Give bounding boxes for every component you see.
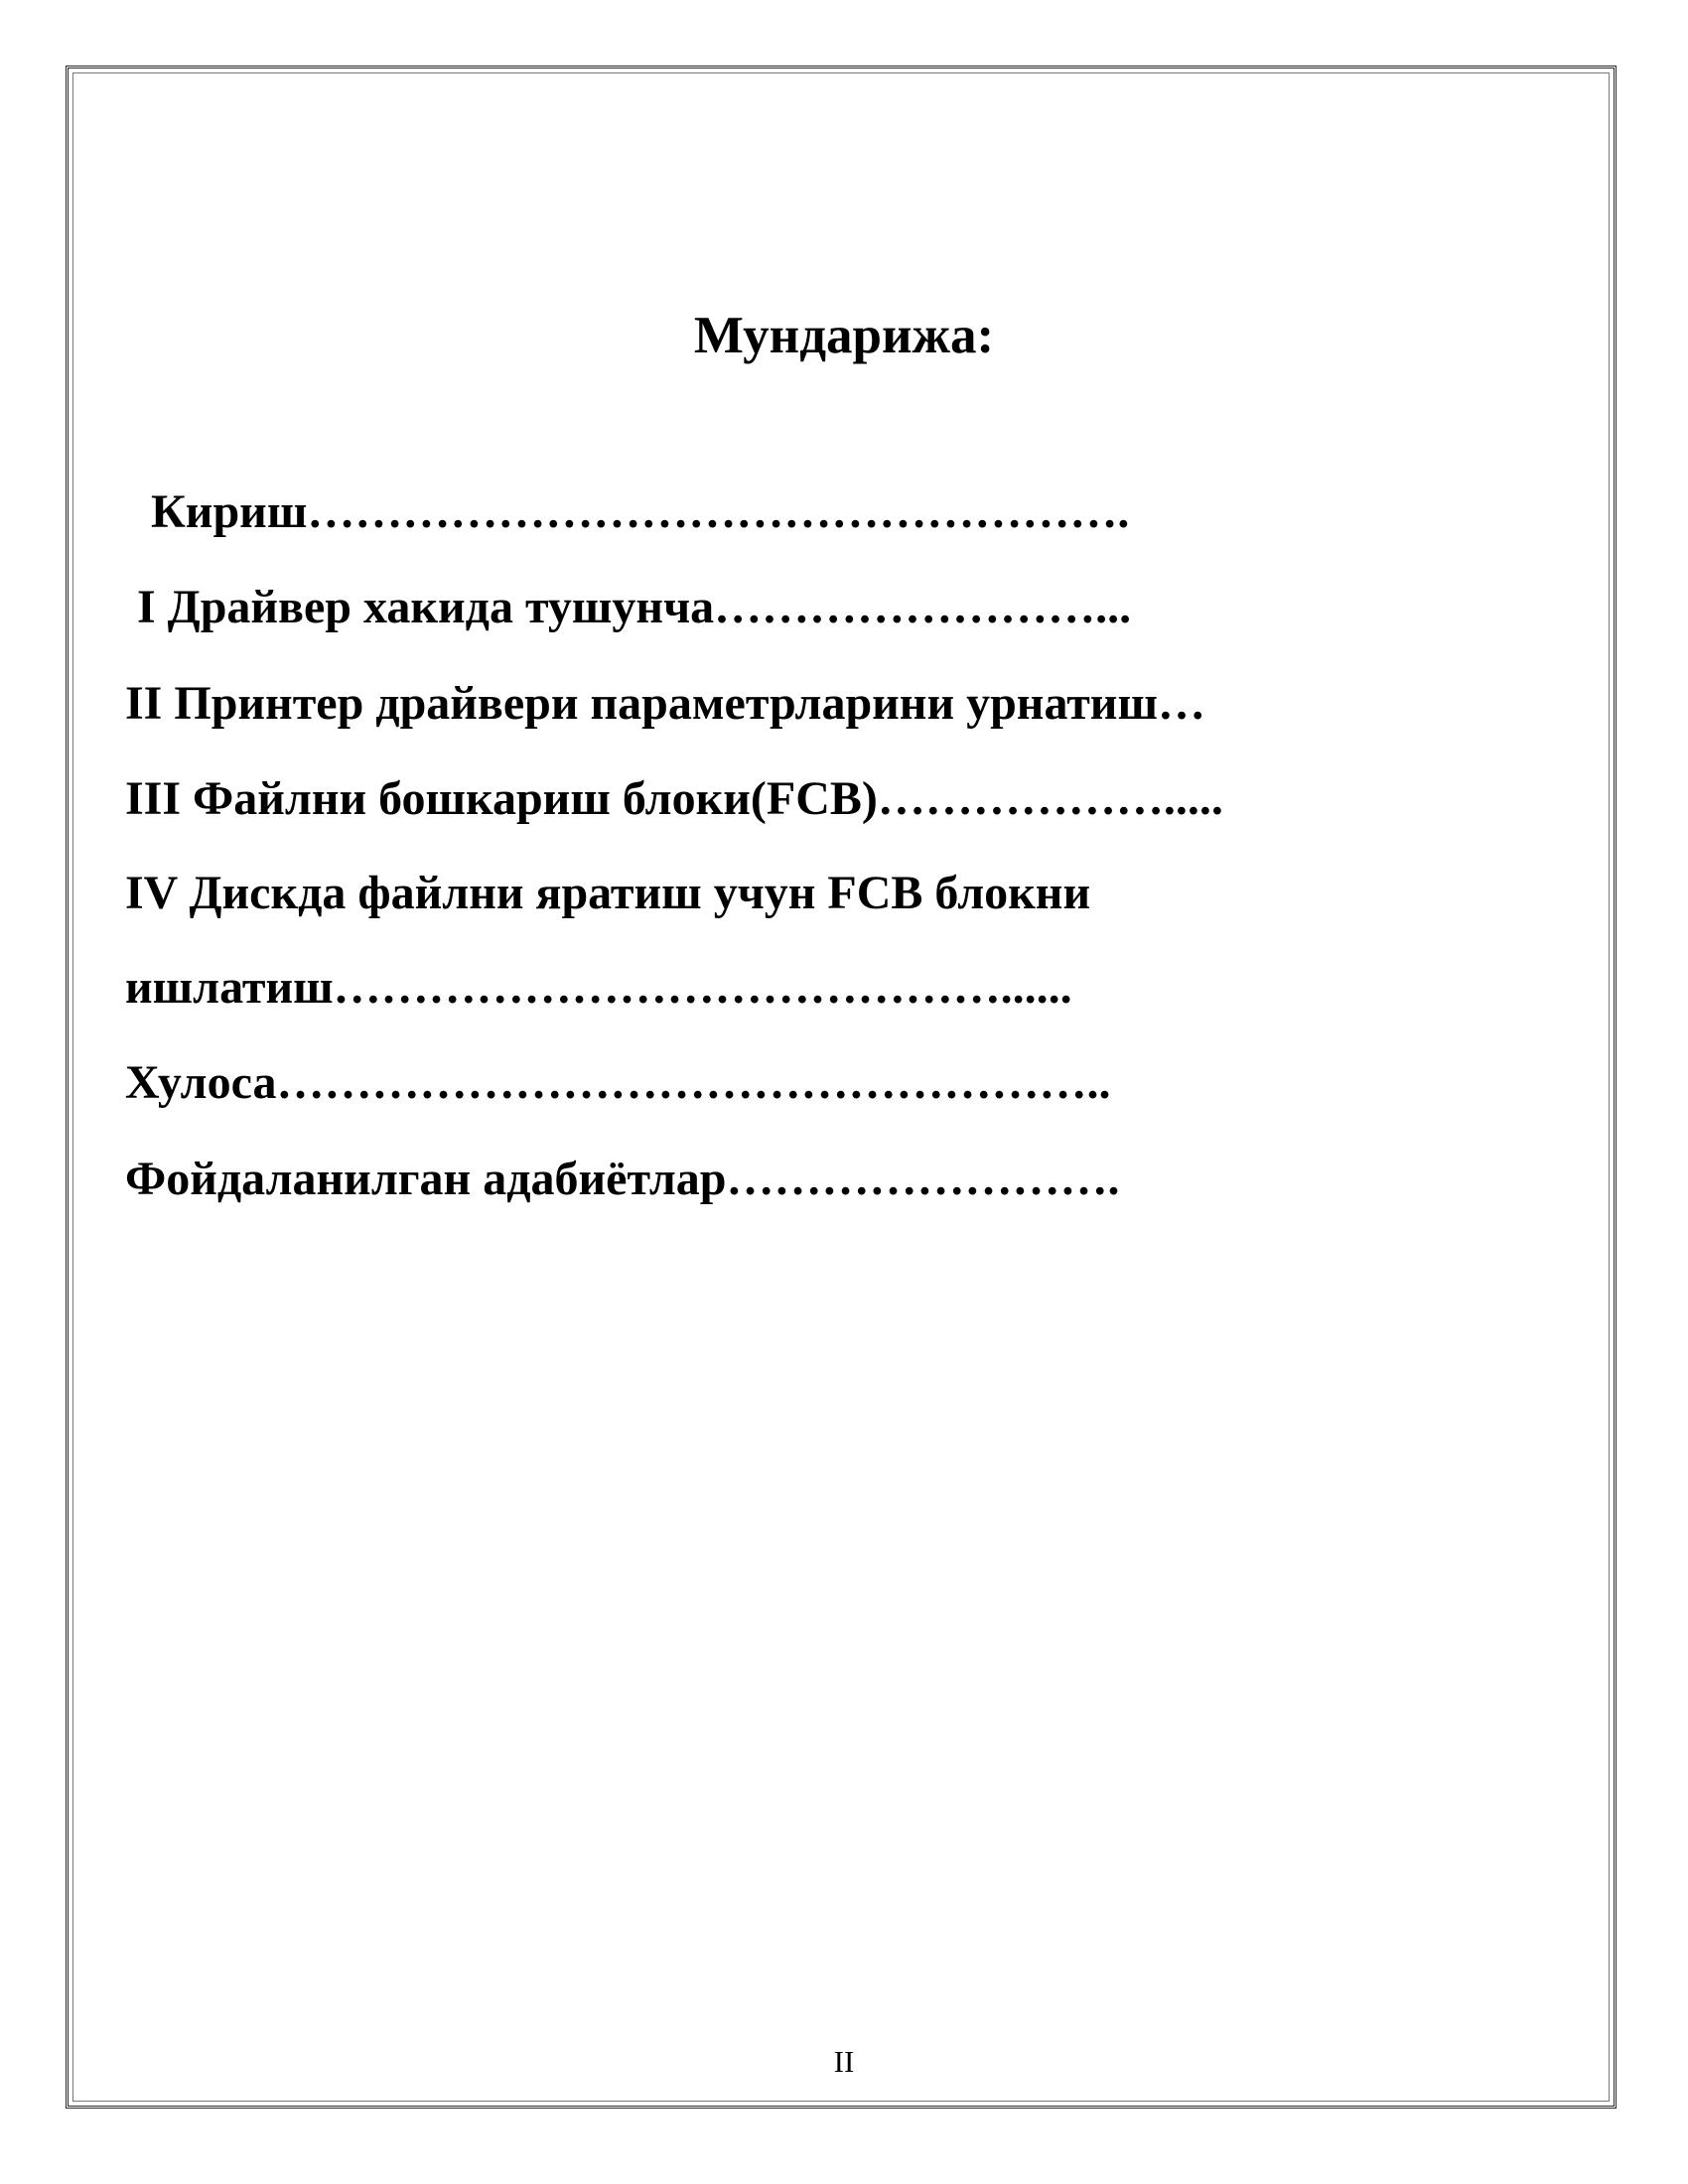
toc-entry-chapter-3: III Файлни бошкариш блоки(FCB)……………….....	[125, 772, 1223, 825]
toc-title: Мундарижа:	[693, 307, 995, 364]
toc-entry-chapter-2: II Принтер драйвери параметрларини урнатиш…	[125, 677, 1205, 730]
toc-entry-conclusion: Хулоса……………………………………………..	[125, 1056, 1111, 1109]
page-number: II	[833, 2044, 855, 2079]
toc-entry-introduction: Кириш…………………………………………….	[151, 485, 1130, 538]
toc-entry-chapter-4: IV Дискда файлни яратиш учун FCB блокни	[125, 867, 1091, 919]
toc-entry-references: Фойдаланилган адабиётлар…………………….	[125, 1153, 1120, 1205]
toc-entry-chapter-4-continued: ишлатиш……………………………………......	[125, 961, 1072, 1014]
toc-entry-chapter-1: I Драйвер хакида тушунча……………………...	[137, 581, 1132, 633]
